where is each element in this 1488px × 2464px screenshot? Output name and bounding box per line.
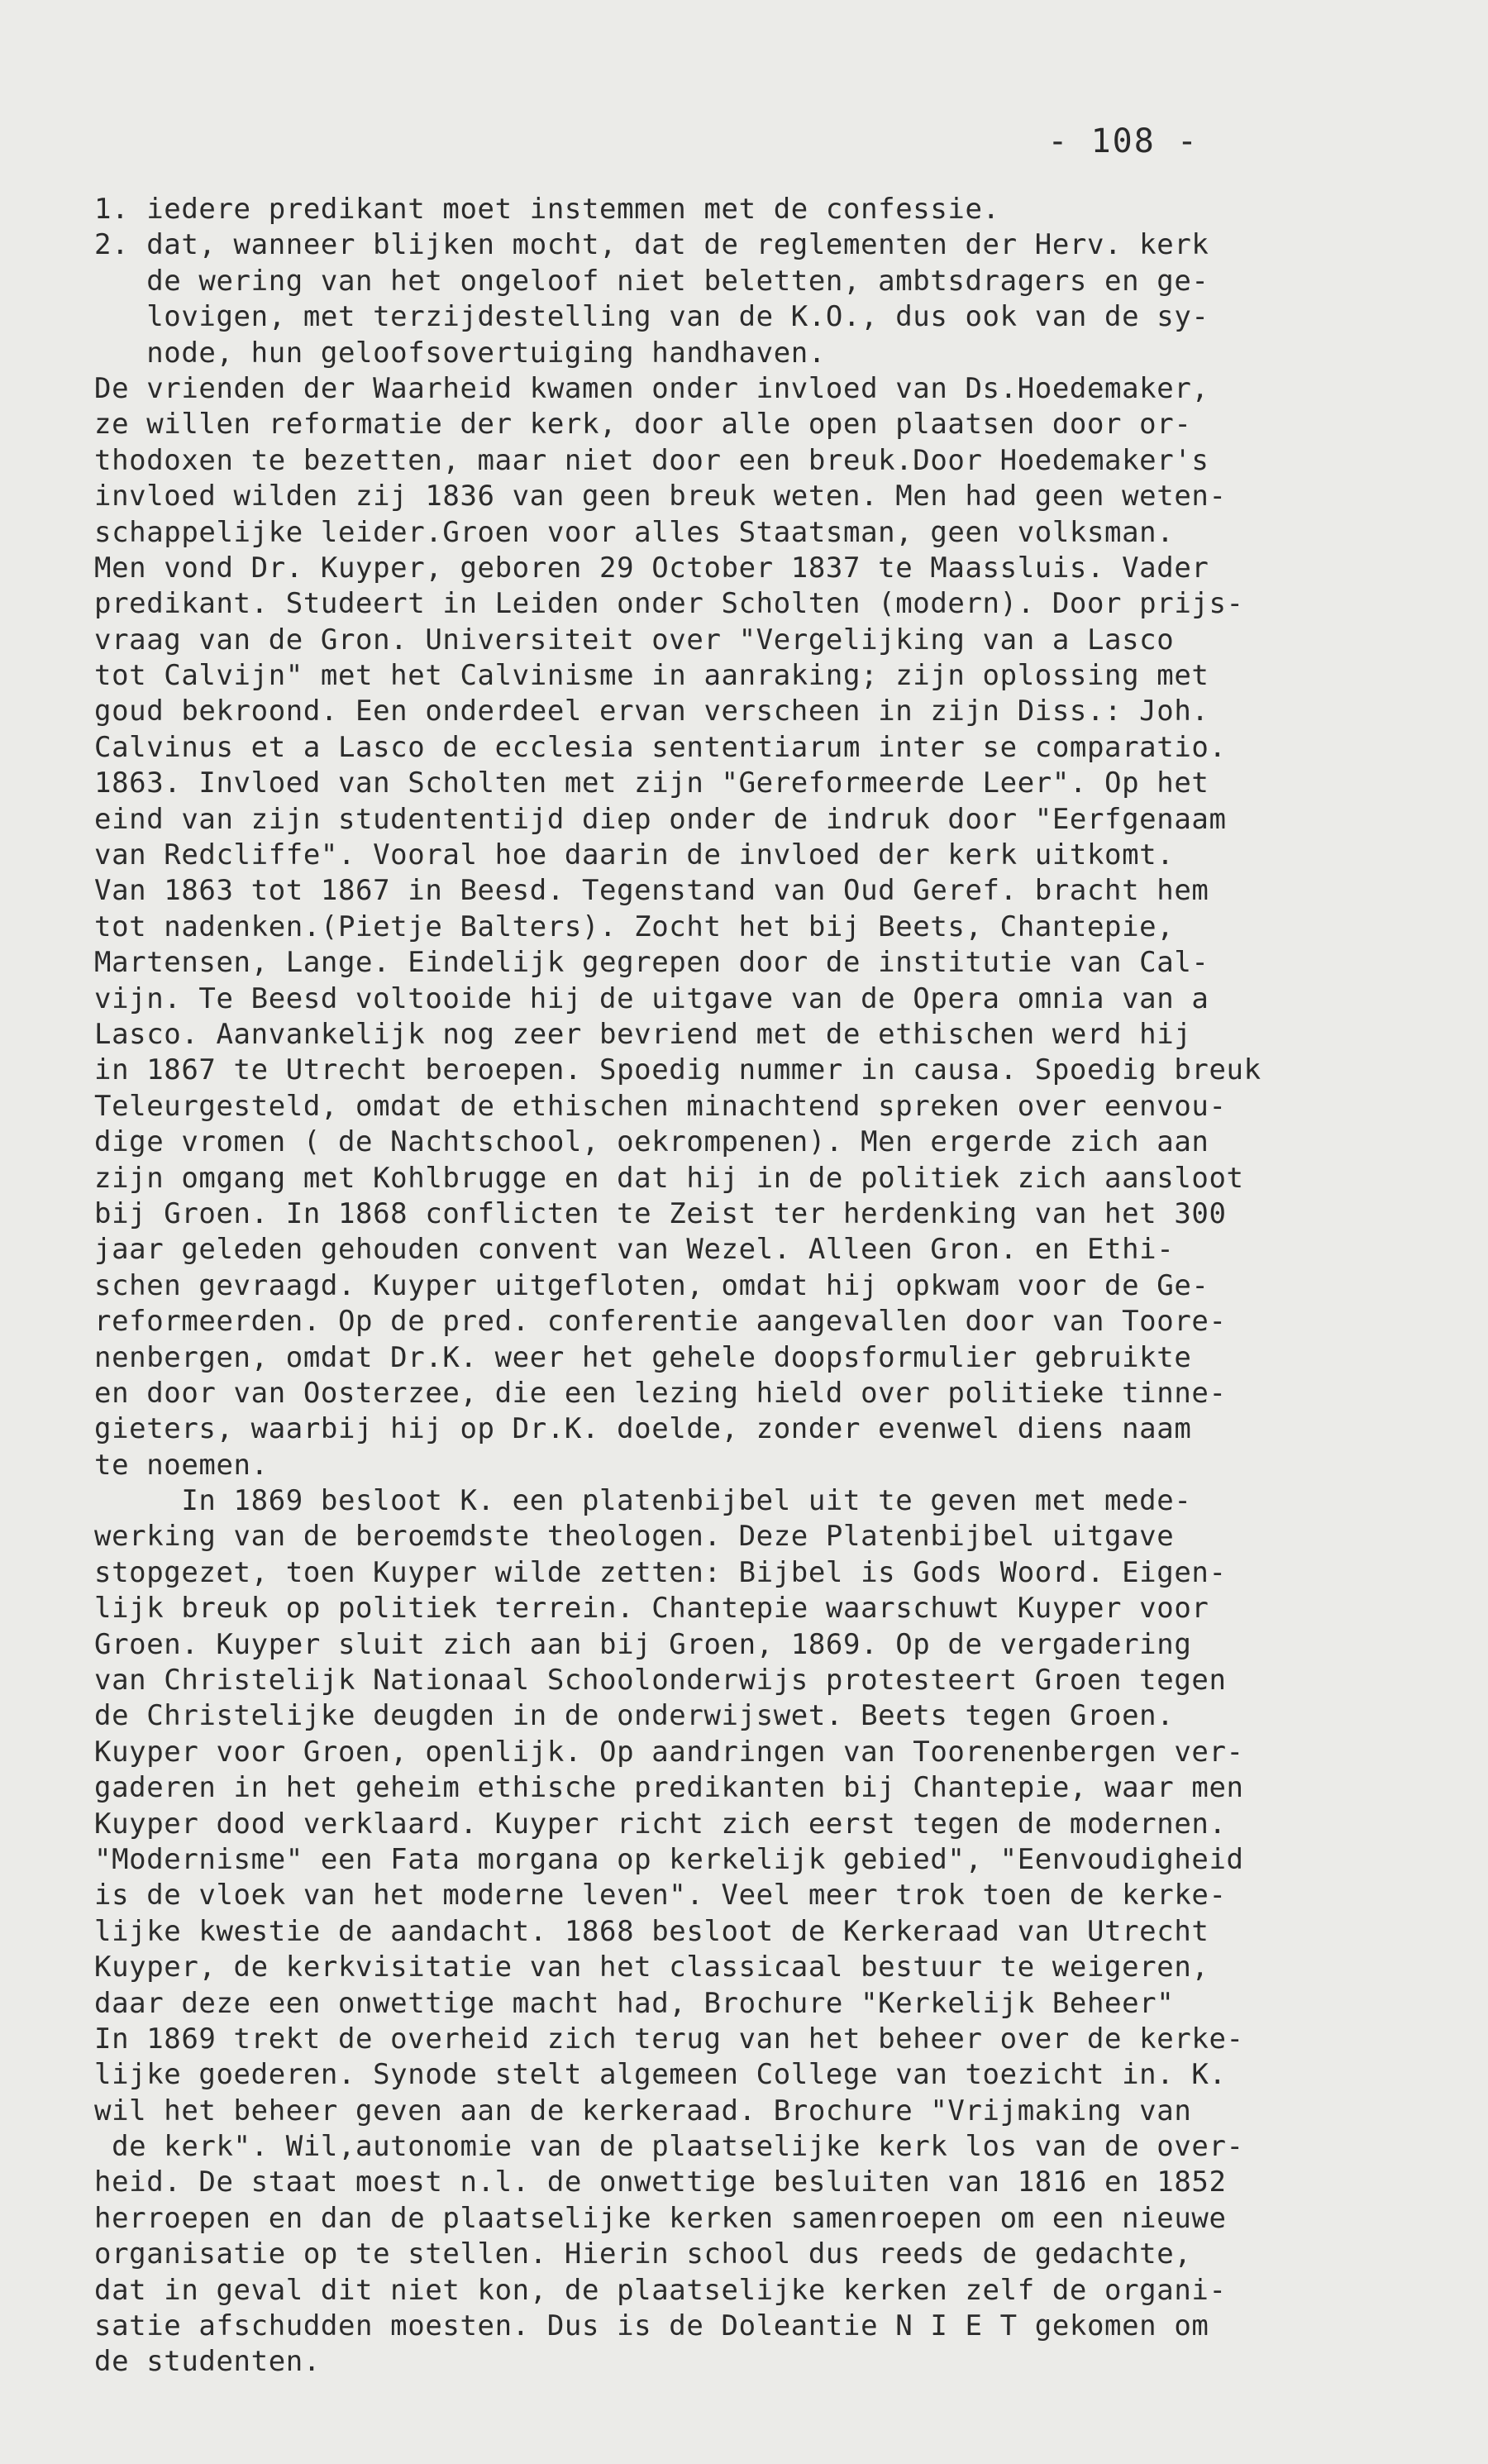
text-line: Kuyper dood verklaard. Kuyper richt zich eerst tegen de modernen. <box>94 1807 1227 1841</box>
text-line: goud bekroond. Een onderdeel ervan verscheen in zijn Diss.: Joh. <box>94 695 1209 728</box>
text-line: organisatie op te stellen. Hierin school dus reeds de gedachte, <box>94 2237 1192 2271</box>
text-line: node, hun geloofsovertuiging handhaven. <box>94 336 826 370</box>
text-line: de kerk". Wil,autonomie van de plaatselijke kerk los van de over- <box>94 2130 1244 2164</box>
text-line: nenbergen, omdat Dr.K. weer het gehele doopsformulier gebruikte <box>94 1340 1192 1374</box>
text-line: In 1869 trekt de overheid zich terug van het beheer over de kerke- <box>94 2022 1244 2056</box>
text-line: is de vloek van het moderne leven". Veel meer trok toen de kerke- <box>94 1879 1227 1912</box>
text-line: dige vromen ( de Nachtschool, oekrompenen). Men ergerde zich aan <box>94 1125 1209 1159</box>
text-line: Kuyper voor Groen, openlijk. Op aandringen van Toorenenbergen ver- <box>94 1735 1244 1769</box>
text-line: tot nadenken.(Pietje Balters). Zocht het bij Beets, Chantepie, <box>94 910 1175 943</box>
text-line: de wering van het ongeloof niet beletten, ambtsdragers en ge- <box>94 264 1209 298</box>
text-line: van Redcliffe". Vooral hoe daarin de invloed der kerk uitkomt. <box>94 838 1175 872</box>
text-line: eind van zijn studententijd diep onder de indruk door "Eerfgenaam <box>94 802 1227 836</box>
text-line: lijk breuk op politiek terrein. Chantepie waarschuwt Kuyper voor <box>94 1592 1209 1626</box>
text-line: Calvinus et a Lasco de ecclesia sententiarum inter se comparatio. <box>94 730 1227 764</box>
text-line: lovigen, met terzijdestelling van de K.O., dus ook van de sy- <box>94 300 1209 334</box>
text-line: In 1869 besloot K. een platenbijbel uit te geven met mede- <box>94 1484 1192 1518</box>
text-line: lijke goederen. Synode stelt algemeen College van toezicht in. K. <box>94 2058 1227 2092</box>
text-line: invloed wilden zij 1836 van geen breuk weten. Men had geen weten- <box>94 480 1227 513</box>
text-line: gaderen in het geheim ethische predikanten bij Chantepie, waar men <box>94 1771 1244 1805</box>
text-line: de studenten. <box>94 2345 321 2379</box>
text-line: De vrienden der Waarheid kwamen onder invloed van Ds.Hoedemaker, <box>94 371 1209 405</box>
text-line: dat in geval dit niet kon, de plaatselijke kerken zelf de organi- <box>94 2273 1227 2307</box>
text-line: wil het beheer geven aan de kerkeraad. Brochure "Vrijmaking van <box>94 2094 1192 2127</box>
text-line: vijn. Te Beesd voltooide hij de uitgave van de Opera omnia van a <box>94 981 1209 1015</box>
text-line: schappelijke leider.Groen voor alles Staatsman, geen volksman. <box>94 515 1175 549</box>
text-line: van Christelijk Nationaal Schoolonderwijs protesteert Groen tegen <box>94 1664 1227 1698</box>
text-line: Kuyper, de kerkvisitatie van het classicaal bestuur te weigeren, <box>94 1951 1209 1984</box>
page-number: - 108 - <box>1047 122 1199 160</box>
text-line: en door van Oosterzee, die een lezing hield over politieke tinne- <box>94 1376 1227 1410</box>
text-line: bij Groen. In 1868 conflicten te Zeist ter herdenking van het 300 <box>94 1196 1227 1230</box>
text-line: zijn omgang met Kohlbrugge en dat hij in de politiek zich aansloot <box>94 1161 1244 1195</box>
text-line: "Modernisme" een Fata morgana op kerkelijk gebied", "Eenvoudigheid <box>94 1842 1244 1876</box>
text-line: satie afschudden moesten. Dus is de Doleantie N I E T gekomen om <box>94 2309 1209 2343</box>
text-line: thodoxen te bezetten, maar niet door een breuk.Door Hoedemaker's <box>94 443 1209 477</box>
text-line: daar deze een onwettige macht had, Brochure "Kerkelijk Beheer" <box>94 1986 1175 2020</box>
text-line: lijke kwestie de aandacht. 1868 besloot de Kerkeraad van Utrecht <box>94 1914 1209 1948</box>
text-line: 2. dat, wanneer blijken mocht, dat de reglementen der Herv. kerk <box>94 228 1209 262</box>
text-line: de Christelijke deugden in de onderwijswet. Beets tegen Groen. <box>94 1699 1175 1733</box>
text-line: Groen. Kuyper sluit zich aan bij Groen, 1869. Op de vergadering <box>94 1627 1192 1661</box>
body-text <box>94 192 1450 2380</box>
text-line: Lasco. Aanvankelijk nog zeer bevriend met de ethischen werd hij <box>94 1017 1192 1051</box>
text-line: schen gevraagd. Kuyper uitgefloten, omdat hij opkwam voor de Ge- <box>94 1268 1209 1302</box>
text-line: vraag van de Gron. Universiteit over "Vergelijking van a Lasco <box>94 623 1175 657</box>
text-line: heid. De staat moest n.l. de onwettige besluiten van 1816 en 1852 <box>94 2166 1227 2199</box>
text-line: Teleurgesteld, omdat de ethischen minachtend spreken over eenvou- <box>94 1089 1227 1123</box>
text-line: 1863. Invloed van Scholten met zijn "Gereformeerde Leer". Op het <box>94 766 1209 800</box>
text-line: werking van de beroemdste theologen. Deze Platenbijbel uitgave <box>94 1520 1175 1554</box>
text-line: stopgezet, toen Kuyper wilde zetten: Bijbel is Gods Woord. Eigen- <box>94 1555 1227 1589</box>
text-line: jaar geleden gehouden convent van Wezel. Alleen Gron. en Ethi- <box>94 1233 1175 1267</box>
text-line: tot Calvijn" met het Calvinisme in aanraking; zijn oplossing met <box>94 659 1209 693</box>
text-line: Men vond Dr. Kuyper, geboren 29 October 1837 te Maassluis. Vader <box>94 551 1209 585</box>
text-line: 1. iedere predikant moet instemmen met de confessie. <box>94 193 1000 226</box>
text-line: predikant. Studeert in Leiden onder Scholten (modern). Door prijs- <box>94 587 1244 621</box>
text-line: Van 1863 tot 1867 in Beesd. Tegenstand van Oud Geref. bracht hem <box>94 874 1209 908</box>
text-line: Martensen, Lange. Eindelijk gegrepen door de institutie van Cal- <box>94 946 1209 980</box>
text-line: in 1867 te Utrecht beroepen. Spoedig nummer in causa. Spoedig breuk <box>94 1053 1261 1087</box>
text-line: herroepen en dan de plaatselijke kerken samenroepen om een nieuwe <box>94 2201 1227 2235</box>
text-line: reformeerden. Op de pred. conferentie aangevallen door van Toore- <box>94 1305 1227 1339</box>
text-line: gieters, waarbij hij op Dr.K. doelde, zonder evenwel diens naam <box>94 1412 1192 1446</box>
text-line: ze willen reformatie der kerk, door alle open plaatsen door or- <box>94 408 1192 442</box>
text-line: te noemen. <box>94 1448 269 1482</box>
